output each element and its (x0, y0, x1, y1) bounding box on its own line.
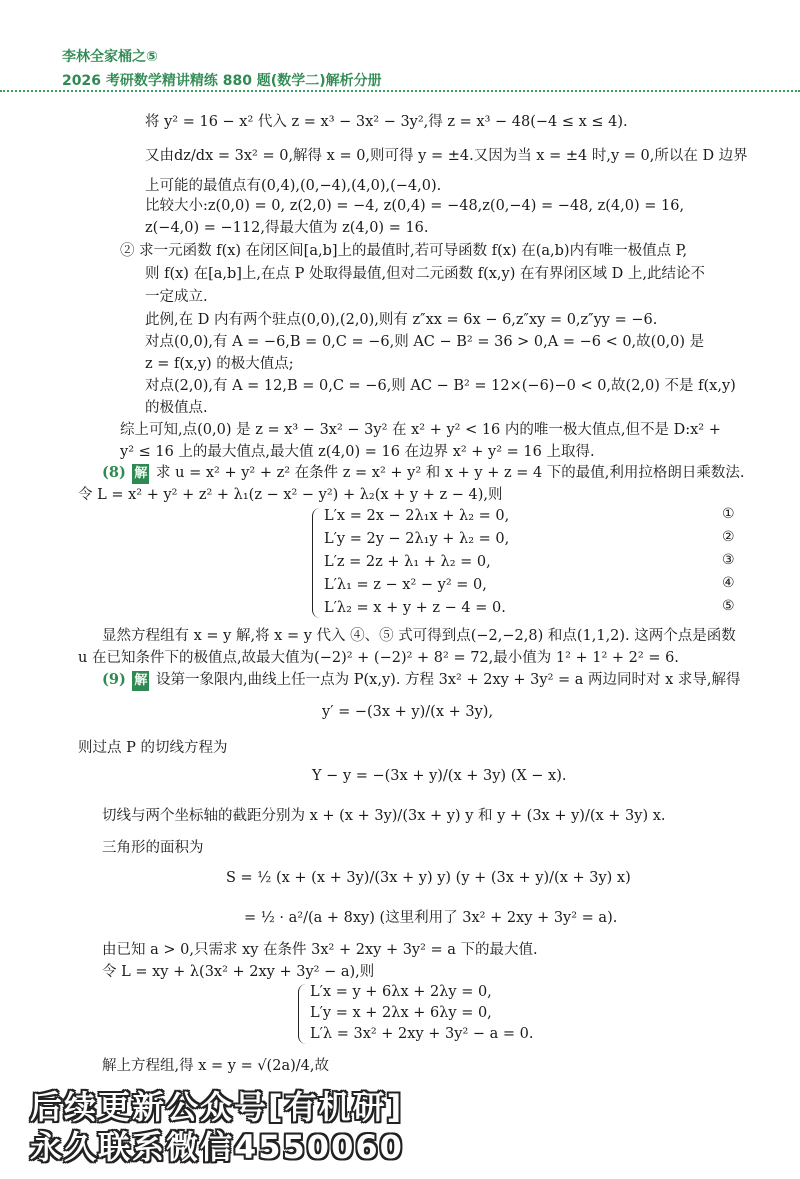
q9-area-2: = ½ · a²/(a + 8xy) (这里利用了 3x² + 2xy + 3y² = a). (244, 910, 618, 926)
q9-solution: 解上方程组,得 x = y = √(2a)/4,故 (102, 1058, 329, 1074)
text-line: 一定成立. (145, 289, 208, 305)
text-line: 将 y² = 16 − x² 代入 z = x³ − 3x² − 3y²,得 z = x³ − 48(−4 ≤ x ≤ 4). (145, 114, 628, 130)
text-line: 此例,在 D 内有两个驻点(0,0),(2,0),则有 z″xx = 6x − 6,z″xy = 0,z″yy = −6. (145, 312, 658, 328)
text-line: 比较大小:z(0,0) = 0, z(2,0) = −4, z(0,4) = −48,z(0,−4) = −48, z(4,0) = 16, (145, 198, 685, 214)
text-line: 则 f(x) 在[a,b]上,在点 P 处取得最值,但对二元函数 f(x,y) 在有界闭区域 D 上,此结论不 (145, 266, 705, 282)
q8-solve-badge: 解 (132, 464, 149, 484)
text-line: 上可能的最值点有(0,4),(0,−4),(4,0),(−4,0). (145, 178, 442, 194)
q9-tag: (9) (102, 671, 126, 688)
q8-eq-1: L′x = 2x − 2λ₁x + λ₂ = 0, (324, 508, 510, 524)
q8-eq-label-4: ④ (722, 575, 735, 591)
q8-eq-label-3: ③ (722, 552, 735, 568)
q9-system-brace (298, 984, 307, 1044)
note-line: ② 求一元函数 f(x) 在闭区间[a,b]上的最值时,若可导函数 f(x) 在(a,b)内有唯一极值点 P, (120, 243, 688, 259)
q8-system-brace (312, 508, 321, 618)
watermark-line-2: 永久联系微信4550060 (30, 1128, 404, 1166)
series-title: 李林全家桶之⑤ (62, 49, 158, 65)
q9-intercepts: 切线与两个坐标轴的截距分别为 x + (x + 3y)/(3x + y) y 和 y + (3x + y)/(x + 3y) x. (102, 808, 666, 824)
header-divider (0, 90, 800, 92)
q8-eq-label-2: ② (722, 529, 735, 545)
q9-area-1: S = ½ (x + (x + 3y)/(3x + y) y) (y + (3x + y)/(x + 3y) x) (226, 870, 631, 886)
q9-reduce: 由已知 a > 0,只需求 xy 在条件 3x² + 2xy + 3y² = a 下的最大值. (102, 942, 538, 958)
q9-intro: 设第一象限内,曲线上任一点为 P(x,y). 方程 3x² + 2xy + 3y² = a 两边同时对 x 求导,解得 (156, 672, 741, 688)
text-line: 对点(0,0),有 A = −6,B = 0,C = −6,则 AC − B² = 36 > 0,A = −6 < 0,故(0,0) 是 (145, 334, 705, 350)
q8-eq-4: L′λ₁ = z − x² − y² = 0, (324, 577, 487, 593)
text-line: z = f(x,y) 的极大值点; (145, 356, 294, 372)
watermark-line-1: 后续更新公众号[有机研] (30, 1088, 404, 1126)
book-title: 2026 考研数学精讲精练 880 题(数学二)解析分册 (62, 73, 382, 89)
text-line: 综上可知,点(0,0) 是 z = x³ − 3x² − 3y² 在 x² + y² < 16 内的唯一极大值点,但不是 D:x² + (120, 422, 721, 438)
q8-intro: 求 u = x² + y² + z² 在条件 z = x² + y² 和 x + y + z = 4 下的最值,利用拉格朗日乘数法. (156, 465, 745, 481)
q8-conclusion-1: 显然方程组有 x = y 解,将 x = y 代入 ④、⑤ 式可得到点(−2,−2,8) 和点(1,1,2). 这两个点是函数 (102, 628, 736, 644)
q8-tag: (8) (102, 464, 126, 481)
q9-tangent: Y − y = −(3x + y)/(x + 3y) (X − x). (312, 768, 567, 784)
q8-eq-label-5: ⑤ (722, 598, 735, 614)
q9-eq-2: L′y = x + 2λx + 6λy = 0, (310, 1005, 492, 1021)
page-header (62, 46, 800, 90)
text-line: z(−4,0) = −112,得最大值为 z(4,0) = 16. (145, 220, 429, 236)
q9-derivative: y′ = −(3x + y)/(x + 3y), (322, 704, 494, 720)
text-line: y² ≤ 16 上的最大值点,最大值 z(4,0) = 16 在边界 x² + y² = 16 上取得. (120, 444, 595, 460)
text-line: 又由dz/dx = 3x² = 0,解得 x = 0,则可得 y = ±4.又因为当 x = ±4 时,y = 0,所以在 D 边界 (145, 148, 748, 164)
q8-eq-2: L′y = 2y − 2λ₁y + λ₂ = 0, (324, 531, 510, 547)
q9-solve-badge: 解 (132, 671, 149, 691)
q8-eq-label-1: ① (722, 506, 735, 522)
q8-conclusion-2: u 在已知条件下的极值点,故最大值为(−2)² + (−2)² + 8² = 72,最小值为 1² + 1² + 2² = 6. (78, 650, 679, 666)
q9-intro-line (102, 670, 741, 691)
q9-lagrange: 令 L = xy + λ(3x² + 2xy + 3y² − a),则 (102, 964, 375, 980)
q9-area-intro: 三角形的面积为 (102, 840, 204, 856)
q8-eq-3: L′z = 2z + λ₁ + λ₂ = 0, (324, 554, 491, 570)
q9-eq-3: L′λ = 3x² + 2xy + 3y² − a = 0. (310, 1026, 534, 1042)
q8-intro-line (102, 463, 745, 484)
q9-tangent-intro: 则过点 P 的切线方程为 (78, 740, 228, 756)
q8-lagrange: 令 L = x² + y² + z² + λ₁(z − x² − y²) + λ₂(x + y + z − 4),则 (78, 487, 503, 503)
q8-eq-5: L′λ₂ = x + y + z − 4 = 0. (324, 600, 506, 616)
q9-eq-1: L′x = y + 6λx + 2λy = 0, (310, 984, 492, 1000)
text-line: 的极值点. (145, 400, 208, 416)
text-line: 对点(2,0),有 A = 12,B = 0,C = −6,则 AC − B² = 12×(−6)−0 < 0,故(2,0) 不是 f(x,y) (145, 378, 736, 394)
